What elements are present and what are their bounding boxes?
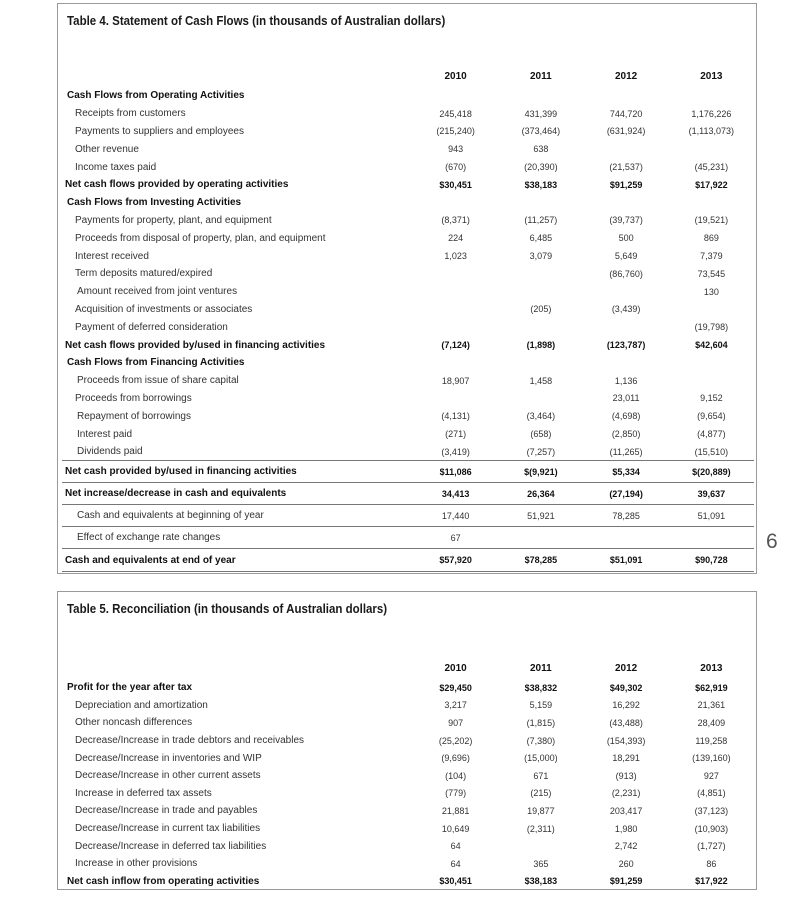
cell: 5,649 [614, 251, 638, 262]
cell: 943 [448, 144, 464, 155]
cell: (3,439) [611, 304, 641, 315]
year-header: 2012 [614, 70, 638, 82]
year-header: 2012 [614, 662, 638, 674]
cell: (4,877) [697, 429, 726, 440]
table-row [62, 767, 754, 785]
cell: 1,458 [529, 375, 553, 386]
cell: 2,742 [614, 841, 638, 852]
cell [669, 527, 754, 549]
row-label: Payments for property, plant, and equipment [75, 214, 272, 226]
cell: $91,259 [609, 876, 643, 887]
cell [498, 837, 583, 855]
cell [498, 390, 583, 408]
table-row [62, 855, 754, 873]
cell: 21,881 [441, 805, 470, 816]
cell: (913) [615, 770, 637, 781]
row-label: Cash Flows from Financing Activities [67, 357, 245, 369]
cell: (271) [445, 429, 467, 440]
row-label: Income taxes paid [75, 161, 157, 173]
cell: (45,231) [694, 162, 729, 173]
cell: 21,361 [697, 700, 726, 711]
cell: (4,131) [441, 411, 470, 422]
cell: 1,136 [614, 375, 638, 386]
reconciliation-table [62, 657, 754, 890]
cell: (2,231) [611, 788, 641, 799]
row-label: Effect of exchange rate changes [62, 527, 413, 549]
row-label: Payment of deferred consideration [75, 321, 228, 333]
cell: $11,086 [413, 461, 498, 483]
cell [413, 301, 498, 319]
total-row [62, 873, 754, 891]
cell: $29,450 [439, 682, 472, 693]
row-label: Decrease/Increase in trade and payables [75, 805, 258, 817]
row-label: Decrease/Increase in other current assets [75, 770, 261, 782]
row-label: Cash and equivalents at beginning of year [62, 505, 413, 527]
cell: 1,980 [614, 823, 638, 834]
cell: 1,176,226 [691, 108, 732, 119]
cell: $38,183 [524, 876, 558, 887]
page-number: 6 [766, 530, 778, 553]
cell: 431,399 [524, 108, 558, 119]
cell: (2,850) [611, 429, 641, 440]
cell: 203,417 [609, 805, 643, 816]
cell: (9,654) [697, 411, 726, 422]
row-label: Net cash flows provided by/used in financing activities [65, 339, 326, 351]
table-row [62, 407, 754, 425]
cell: 78,285 [583, 505, 668, 527]
table-row [62, 679, 754, 697]
cell: 34,413 [413, 483, 498, 505]
cell: 927 [703, 770, 719, 781]
cell: $17,922 [695, 179, 728, 190]
row-label: Repayment of borrowings [77, 410, 191, 422]
row-label: Other revenue [75, 143, 139, 155]
table-5-title: Table 5. Reconciliation (in thousands of Australian dollars) [67, 602, 388, 616]
year-header: 2013 [700, 662, 723, 674]
cell [583, 318, 668, 336]
cell: (154,393) [606, 735, 646, 746]
cell: 10,649 [441, 823, 470, 834]
table-row [62, 837, 754, 855]
table-row [62, 697, 754, 715]
cell: (1,898) [526, 340, 556, 351]
row-label: Net cash inflow from operating activities [67, 875, 260, 887]
cell [669, 140, 754, 158]
cell: (4,851) [697, 788, 726, 799]
table-4-title: Table 4. Statement of Cash Flows (in thousands of Australian dollars) [67, 14, 446, 28]
row-label: Proceeds from issue of share capital [77, 375, 239, 387]
cell: (8,371) [441, 215, 470, 226]
cell: (779) [445, 788, 467, 799]
year-header-row [62, 65, 754, 87]
cell [413, 390, 498, 408]
cell: $30,451 [439, 876, 472, 887]
cell: (104) [445, 770, 467, 781]
row-label: Decrease/Increase in current tax liabilities [75, 823, 261, 835]
cell: $38,832 [524, 682, 558, 693]
cell [413, 354, 498, 372]
row-label: Dividends paid [77, 446, 143, 458]
cell: (1,113,073) [688, 126, 735, 137]
table-row [62, 265, 754, 283]
year-header: 2011 [530, 662, 552, 674]
cell: (7,124) [441, 340, 470, 351]
row-label: Net cash provided by/used in financing activities [62, 461, 413, 483]
table-row [62, 318, 754, 336]
table-row [62, 820, 754, 838]
subtotal-row [62, 176, 754, 194]
table-row [62, 140, 754, 158]
table-row [62, 425, 754, 443]
cell: 16,292 [612, 700, 640, 711]
row-label: Payments to suppliers and employees [75, 125, 244, 137]
cell: $90,728 [669, 549, 754, 572]
cell: (27,194) [583, 483, 668, 505]
cell: 869 [703, 233, 719, 244]
year-header: 2011 [530, 70, 552, 82]
cell: 51,091 [669, 505, 754, 527]
table-row [62, 443, 754, 461]
cell [498, 265, 583, 283]
table-row [62, 714, 754, 732]
section-header-row [62, 194, 754, 212]
cell [583, 194, 668, 212]
row-label: Cash and equivalents at end of year [62, 549, 413, 572]
row-label: Cash Flows from Investing Activities [67, 197, 242, 209]
cell: 119,258 [695, 735, 728, 746]
cell: 18,291 [612, 753, 640, 764]
cell: (139,160) [692, 753, 731, 764]
row-label: Increase in deferred tax assets [75, 787, 212, 799]
cell: 500 [618, 233, 634, 244]
cash-flows-table [62, 65, 754, 572]
cell: (373,464) [521, 126, 561, 137]
cell: (21,537) [609, 162, 643, 173]
cell: 907 [448, 717, 464, 728]
cell: (20,390) [524, 162, 558, 173]
cell: 23,011 [612, 393, 640, 404]
year-header: 2013 [700, 70, 723, 82]
cell [583, 283, 668, 301]
row-label: Amount received from joint ventures [77, 286, 238, 298]
cell: (15,510) [694, 446, 729, 457]
cell: (631,924) [606, 126, 646, 137]
subtotal-row [62, 336, 754, 354]
cell: 744,720 [609, 108, 643, 119]
table-row [62, 390, 754, 408]
cell [583, 527, 668, 549]
cell: 3,079 [529, 251, 553, 262]
cell: (19,798) [694, 322, 729, 333]
cell: 245,418 [439, 108, 472, 119]
cell [583, 87, 668, 105]
cell [498, 527, 583, 549]
row-label: Proceeds from borrowings [75, 392, 192, 404]
cell [669, 301, 754, 319]
table-row [62, 247, 754, 265]
cell: 18,907 [441, 375, 470, 386]
table-row [62, 301, 754, 319]
row-label: Cash Flows from Operating Activities [67, 90, 245, 102]
row-label: Decrease/Increase in deferred tax liabilities [75, 840, 267, 852]
cell: (43,488) [609, 717, 643, 728]
cell: (670) [445, 162, 467, 173]
cell [413, 318, 498, 336]
cell [583, 140, 668, 158]
reconciliation-table-panel [57, 591, 757, 890]
row-label: Proceeds from disposal of property, plan, and equipment [75, 232, 326, 244]
table-row [62, 105, 754, 123]
cell [498, 87, 583, 105]
table-row [62, 372, 754, 390]
cell: $5,334 [583, 461, 668, 483]
cell: 1,023 [444, 251, 467, 262]
cell: 28,409 [697, 717, 726, 728]
cell: (215,240) [436, 126, 475, 137]
cell: $57,920 [413, 549, 498, 572]
cell: 638 [533, 144, 549, 155]
cell [413, 87, 498, 105]
cell: (11,257) [524, 215, 558, 226]
cell: 5,159 [529, 700, 553, 711]
cell: (7,257) [526, 446, 556, 457]
cell: 365 [533, 858, 549, 869]
cell [669, 354, 754, 372]
cell: $38,183 [524, 179, 558, 190]
cell [669, 372, 754, 390]
table-row [62, 283, 754, 301]
cell: 260 [618, 858, 634, 869]
cell: 67 [413, 527, 498, 549]
cell: $(9,921) [498, 461, 583, 483]
cell [498, 283, 583, 301]
cell: 26,364 [498, 483, 583, 505]
row-label: Interest received [75, 250, 149, 262]
subtotal-row [62, 461, 754, 483]
table-row [62, 212, 754, 230]
table-row [62, 158, 754, 176]
cell: $78,285 [498, 549, 583, 572]
section-header-row [62, 354, 754, 372]
cell: $17,922 [695, 876, 728, 887]
cell: 9,152 [700, 393, 723, 404]
cell: 6,485 [529, 233, 553, 244]
table-row [62, 785, 754, 803]
row-label: Profit for the year after tax [67, 682, 193, 694]
table-row [62, 123, 754, 141]
cell: 671 [533, 770, 549, 781]
table-row [62, 749, 754, 767]
row-label: Other noncash differences [75, 717, 193, 729]
cell: 7,379 [700, 251, 723, 262]
cell: 17,440 [413, 505, 498, 527]
section-header-row [62, 87, 754, 105]
cell [413, 283, 498, 301]
row-label: Receipts from customers [75, 108, 186, 120]
cell: (123,787) [606, 340, 646, 351]
total-row [62, 549, 754, 572]
cell [413, 265, 498, 283]
row-label: Decrease/Increase in trade debtors and receivables [75, 735, 305, 747]
table-row [62, 732, 754, 750]
year-header-row [62, 657, 754, 679]
cell [498, 194, 583, 212]
cell: (39,737) [609, 215, 643, 226]
cell: 3,217 [444, 700, 467, 711]
cell: $51,091 [583, 549, 668, 572]
cell: 64 [450, 841, 461, 852]
cell: $30,451 [439, 179, 472, 190]
year-header: 2010 [444, 70, 467, 82]
cell: (658) [530, 429, 552, 440]
row-label: Decrease/Increase in inventories and WIP [75, 752, 262, 764]
cell: $(20,889) [669, 461, 754, 483]
cell: $91,259 [609, 179, 643, 190]
cell: $42,604 [695, 340, 728, 351]
table-row [62, 229, 754, 247]
row-label: Depreciation and amortization [75, 699, 208, 711]
cell: 224 [448, 233, 464, 244]
cell: 19,877 [527, 805, 555, 816]
cell: 64 [450, 858, 461, 869]
cell: (10,903) [694, 823, 729, 834]
row-label: Term deposits matured/expired [75, 268, 213, 280]
cell: $62,919 [695, 682, 728, 693]
cell: 130 [703, 286, 719, 297]
cell [669, 87, 754, 105]
cell [413, 194, 498, 212]
cell: 73,545 [697, 268, 726, 279]
cell [583, 354, 668, 372]
subtotal-row [62, 483, 754, 505]
table-row [62, 802, 754, 820]
cell: (37,123) [694, 805, 729, 816]
cell: (2,311) [526, 823, 555, 834]
cell: (11,265) [609, 446, 643, 457]
cell: (1,815) [526, 717, 556, 728]
cell: 39,637 [669, 483, 754, 505]
year-header: 2010 [444, 662, 467, 674]
row-label: Net increase/decrease in cash and equivalents [62, 483, 413, 505]
cell: 86 [706, 858, 717, 869]
row-label: Acquisition of investments or associates [75, 303, 253, 315]
cell: $49,302 [609, 682, 643, 693]
row-label: Interest paid [77, 428, 133, 440]
cell: (7,380) [526, 735, 556, 746]
row-label: Net cash flows provided by operating activities [65, 179, 289, 191]
table-row [62, 527, 754, 549]
cell [669, 194, 754, 212]
cell: (1,727) [697, 841, 726, 852]
cell: (15,000) [524, 753, 558, 764]
cell: (3,419) [441, 446, 470, 457]
cash-flows-table-panel [57, 3, 757, 574]
cell: 51,921 [498, 505, 583, 527]
cell: (19,521) [694, 215, 729, 226]
cell: (215) [530, 788, 552, 799]
cell: (3,464) [526, 411, 556, 422]
cell [498, 354, 583, 372]
cell: (25,202) [438, 735, 473, 746]
cell: (205) [530, 304, 552, 315]
row-label: Increase in other provisions [75, 858, 198, 870]
cell [498, 318, 583, 336]
table-row [62, 505, 754, 527]
cell: (86,760) [609, 268, 643, 279]
cell: (4,698) [611, 411, 641, 422]
cell: (9,696) [441, 753, 470, 764]
